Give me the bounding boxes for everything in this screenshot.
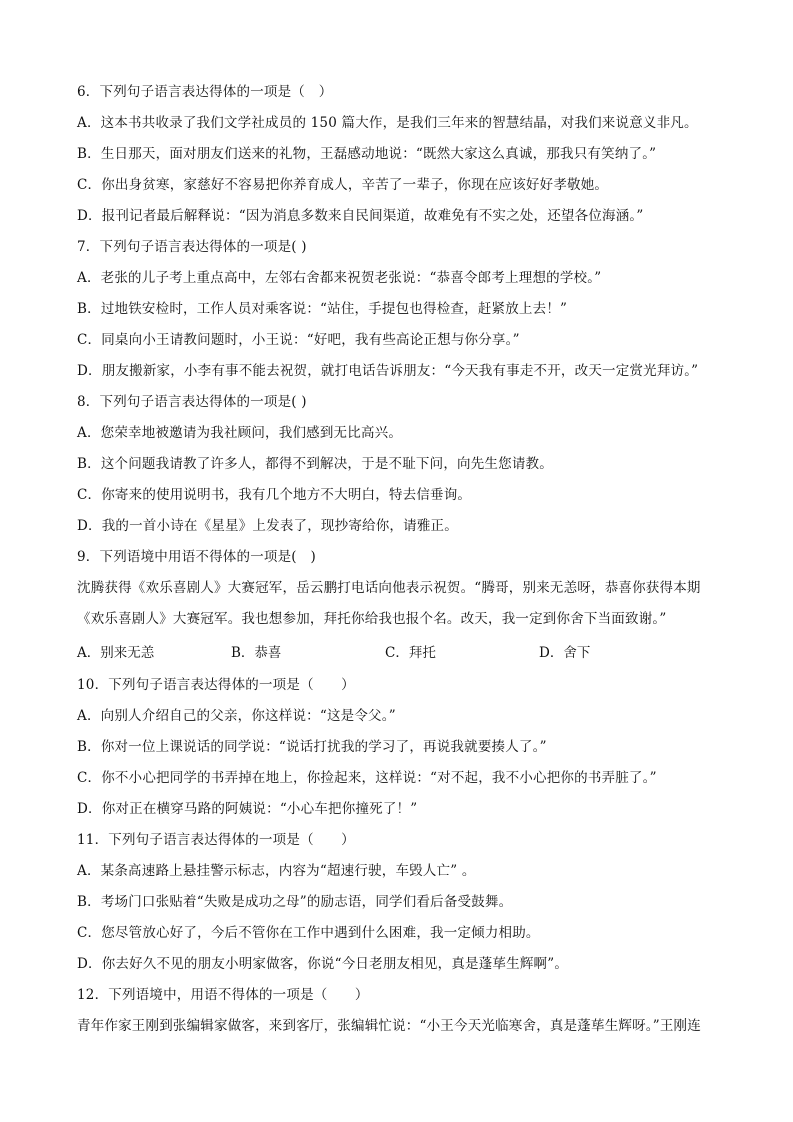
question-12-passage-line-1: 青年作家王刚到张编辑家做客，来到客厅，张编辑忙说：“小王今天光临寒舍，真是蓬荜生辉呀。”王刚连 <box>77 1018 701 1034</box>
question-7-option-c: C．同桌向小王请教问题时，小王说：“好吧，我有些高论正想与你分享。” <box>77 332 520 348</box>
question-6-option-d: D．报刊记者最后解释说：“因为消息多数来自民间渠道，故难免有不实之处，还望各位海涵。” <box>77 208 644 224</box>
question-8-option-a: A．您荣幸地被邀请为我社顾问，我们感到无比高兴。 <box>77 425 403 441</box>
question-7-option-d: D．朋友搬新家，小李有事不能去祝贺，就打电话告诉朋友：“今天我有事走不开，改天一定赏光拜访。” <box>77 363 699 379</box>
question-8-stem: 8．下列句子语言表达得体的一项是( ) <box>77 394 307 410</box>
question-11-option-b: B．考场门口张贴着“失败是成功之母”的励志语，同学们看后备受鼓舞。 <box>77 894 513 910</box>
question-9-choice-c: C．拜托 <box>385 645 436 661</box>
question-10-option-a: A．向别人介绍自己的父亲，你这样说：“这是令父。” <box>77 708 396 724</box>
question-8-option-d: D．我的一首小诗在《星星》上发表了，现抄寄给你，请雅正。 <box>77 518 458 534</box>
question-8-option-c: C．你寄来的使用说明书，我有几个地方不大明白，特去信垂询。 <box>77 487 472 503</box>
question-11-option-d: D．你去好久不见的朋友小明家做客，你说“今日老朋友相见，真是蓬荜生辉啊”。 <box>77 956 569 972</box>
question-6-stem: 6．下列句子语言表达得体的一项是（ ） <box>77 84 333 100</box>
question-9-passage-line-1: 沈腾获得《欢乐喜剧人》大赛冠军，岳云鹏打电话向他表示祝贺。“腾哥，别来无恙呀，恭喜你获得本期 <box>77 580 701 596</box>
question-8-option-b: B．这个问题我请教了许多人，都得不到解决，于是不耻下问，向先生您请教。 <box>77 456 553 472</box>
question-10-stem: 10．下列句子语言表达得体的一项是（ ） <box>77 677 355 693</box>
question-7-stem: 7．下列句子语言表达得体的一项是( ) <box>77 239 307 255</box>
question-7-option-a: A．老张的儿子考上重点高中，左邻右舍都来祝贺老张说：“恭喜令郎考上理想的学校。” <box>77 270 602 286</box>
question-9-choice-a: A．别来无恙 <box>77 645 155 661</box>
question-11-stem: 11．下列句子语言表达得体的一项是（ ） <box>77 832 355 848</box>
question-10-option-b: B．你对一位上课说话的同学说：“说话打扰我的学习了，再说我就要揍人了。” <box>77 739 547 755</box>
question-9-stem: 9．下列语境中用语不得体的一项是( ) <box>77 549 316 565</box>
question-7-option-b: B．过地铁安检时，工作人员对乘客说：“站住，手提包也得检查，赶紧放上去！” <box>77 301 568 317</box>
question-9-choice-d: D．舍下 <box>539 645 591 661</box>
question-12-stem: 12．下列语境中，用语不得体的一项是（ ） <box>77 987 369 1003</box>
question-9-choice-b: B．恭喜 <box>231 645 282 661</box>
question-11-option-a: A．某条高速路上悬挂警示标志，内容为“超速行驶，车毁人亡” 。 <box>77 863 476 879</box>
question-11-option-c: C．您尽管放心好了，今后不管你在工作中遇到什么困难，我一定倾力相助。 <box>77 925 540 941</box>
question-6-option-b: B．生日那天，面对朋友们送来的礼物，王磊感动地说：“既然大家这么真诚，那我只有笑纳了。” <box>77 146 657 162</box>
question-10-option-c: C．你不小心把同学的书弄掉在地上，你捡起来，这样说：“对不起，我不小心把你的书弄脏了。” <box>77 770 657 786</box>
question-10-option-d: D．你对正在横穿马路的阿姨说：“小心车把你撞死了！” <box>77 801 418 817</box>
question-6-option-a: A．这本书共收录了我们文学社成员的 150 篇大作，是我们三年来的智慧结晶，对我们来说意义非凡。 <box>77 115 698 131</box>
question-9-passage-line-2: 《欢乐喜剧人》大赛冠军。我也想参加，拜托你给我也报个名。改天，我一定到你舍下当面致谢。” <box>77 611 667 627</box>
question-6-option-c: C．你出身贫寒，家慈好不容易把你养育成人，辛苦了一辈子，你现在应该好好孝敬她。 <box>77 177 609 193</box>
